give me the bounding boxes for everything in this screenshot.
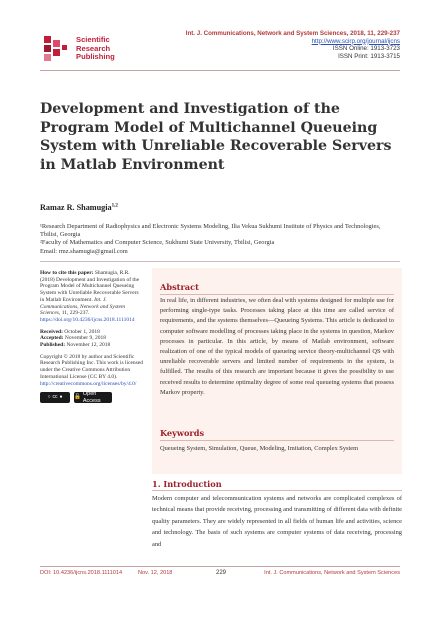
issn-online: ISSN Online: 1913-3723: [332, 45, 400, 53]
author-divider: [40, 261, 400, 262]
author-email: Email: rmz.shamugia@gmail.com: [40, 247, 128, 255]
creative-commons-icon: ○: [47, 394, 51, 401]
person-icon: ●: [59, 394, 63, 401]
footer-journal: Int. J. Communications, Network and System Sciences: [264, 570, 400, 576]
citation: How to cite this paper: Shamugia, R.R. (2018) Development and Investigation of the Program Model of Multichannel Queueing System with Unreliable Recoverable Servers in Matlab Environment. Int. J. Communications, Network and System Sciences, 11, 229-237. https://doi.org/10.4236/ijcns.2018.1111014: [40, 270, 140, 323]
affiliation-2: ²Faculty of Mathematics and Computer Science, Sukhumi State University, Tbilisi, Georgia: [40, 239, 275, 247]
abstract-text: In real life, in different industries, we often deal with systems designed for multiple use for performing single-type tasks. Processes taking place at this time are called service of requirements, and the systems themselves—Queueing Systems. This article is dedicated to computer software modelling of processes taking place in the systems in question, Markov processes in particular. In this article, by means of Matlab environment, software realization of one of the typical models of queueing service theory-multichannel QS with unreliable recoverable servers and limited number of requirements in the system, is fulfilled. The results of this research are important because it gives the possibility to use received results to determine optimality degree of some real queueing systems that possess Markov property.: [160, 297, 394, 396]
introduction-text: Modern computer and telecommunication systems and networks are complicated complexes of technical means that provide receiving, processing and transmitting of different data with definite quality parameters. They are widely represented in all fields of human life and activities, science and technology. The basis of such systems are computer systems of data receiving, processing and: [152, 495, 402, 548]
publisher-name: Scientific Research Publishing: [76, 35, 115, 62]
footer-divider: [40, 566, 400, 567]
cc-by-badge[interactable]: ○ cc ●: [40, 392, 70, 403]
keywords-divider: [160, 440, 394, 441]
affiliations: [40, 223, 400, 256]
abstract-divider: [160, 294, 394, 295]
introduction-divider: [152, 490, 402, 491]
abstract-heading: Abstract: [160, 282, 199, 292]
header-divider: [40, 70, 400, 71]
publisher-logo-icon: [40, 34, 74, 64]
keywords-heading: Keywords: [160, 428, 205, 438]
article-dates: Received: October 1, 2018 Accepted: November 9, 2018 Published: November 12, 2018: [40, 328, 111, 349]
page-number: 229: [216, 570, 227, 576]
issn-print: ISSN Print: 1913-3715: [338, 52, 400, 60]
footer-doi: DOI: 10.4236/ijcns.2018.1111014: [40, 570, 123, 576]
article-sidebar: [40, 270, 144, 403]
affiliation-1: ¹Research Department of Radiophysics and Electronic Systems Modeling, Ilia Vekua Sukhumi Institute of Physics and Technologies, Tbilisi, Georgia: [40, 223, 381, 239]
author-name: Ramaz R. Shamugia$^{1,2}$: [40, 203, 118, 212]
journal-line: Int. J. Communications, Network and System Sciences, 2018, 11, 229-237: [185, 30, 400, 37]
section-heading-introduction: 1. Introduction: [152, 479, 222, 489]
journal-url-link[interactable]: http://www.scirp.org/journal/ijcns: [311, 37, 400, 45]
license-link[interactable]: http://creativecommons.org/licenses/by/4.0/: [40, 380, 137, 387]
open-access-badge[interactable]: 🔓 Open Access: [74, 392, 112, 403]
journal-info: [186, 30, 400, 60]
doi-link[interactable]: https://doi.org/10.4236/ijcns.2018.1111014: [40, 316, 135, 323]
footer-date: Nov. 12, 2018: [138, 570, 173, 576]
paper-title: Development and Investigation of the Program Model of Multichannel Queueing System with Unreliable Recoverable Servers in Matlab Environment: [40, 101, 392, 173]
keywords-text: Queueing System, Simulation, Queue, Modeling, Imitation, Complex System: [160, 445, 359, 452]
copyright-notice: Copyright © 2018 by author and Scientific Research Publishing Inc. This work is licensed under the Creative Commons Attribution International License (CC BY 4.0). http://creativecommons.org/licenses/by/4.0/: [40, 353, 144, 387]
open-lock-icon: 🔓: [74, 394, 81, 401]
license-badges: [40, 392, 144, 403]
